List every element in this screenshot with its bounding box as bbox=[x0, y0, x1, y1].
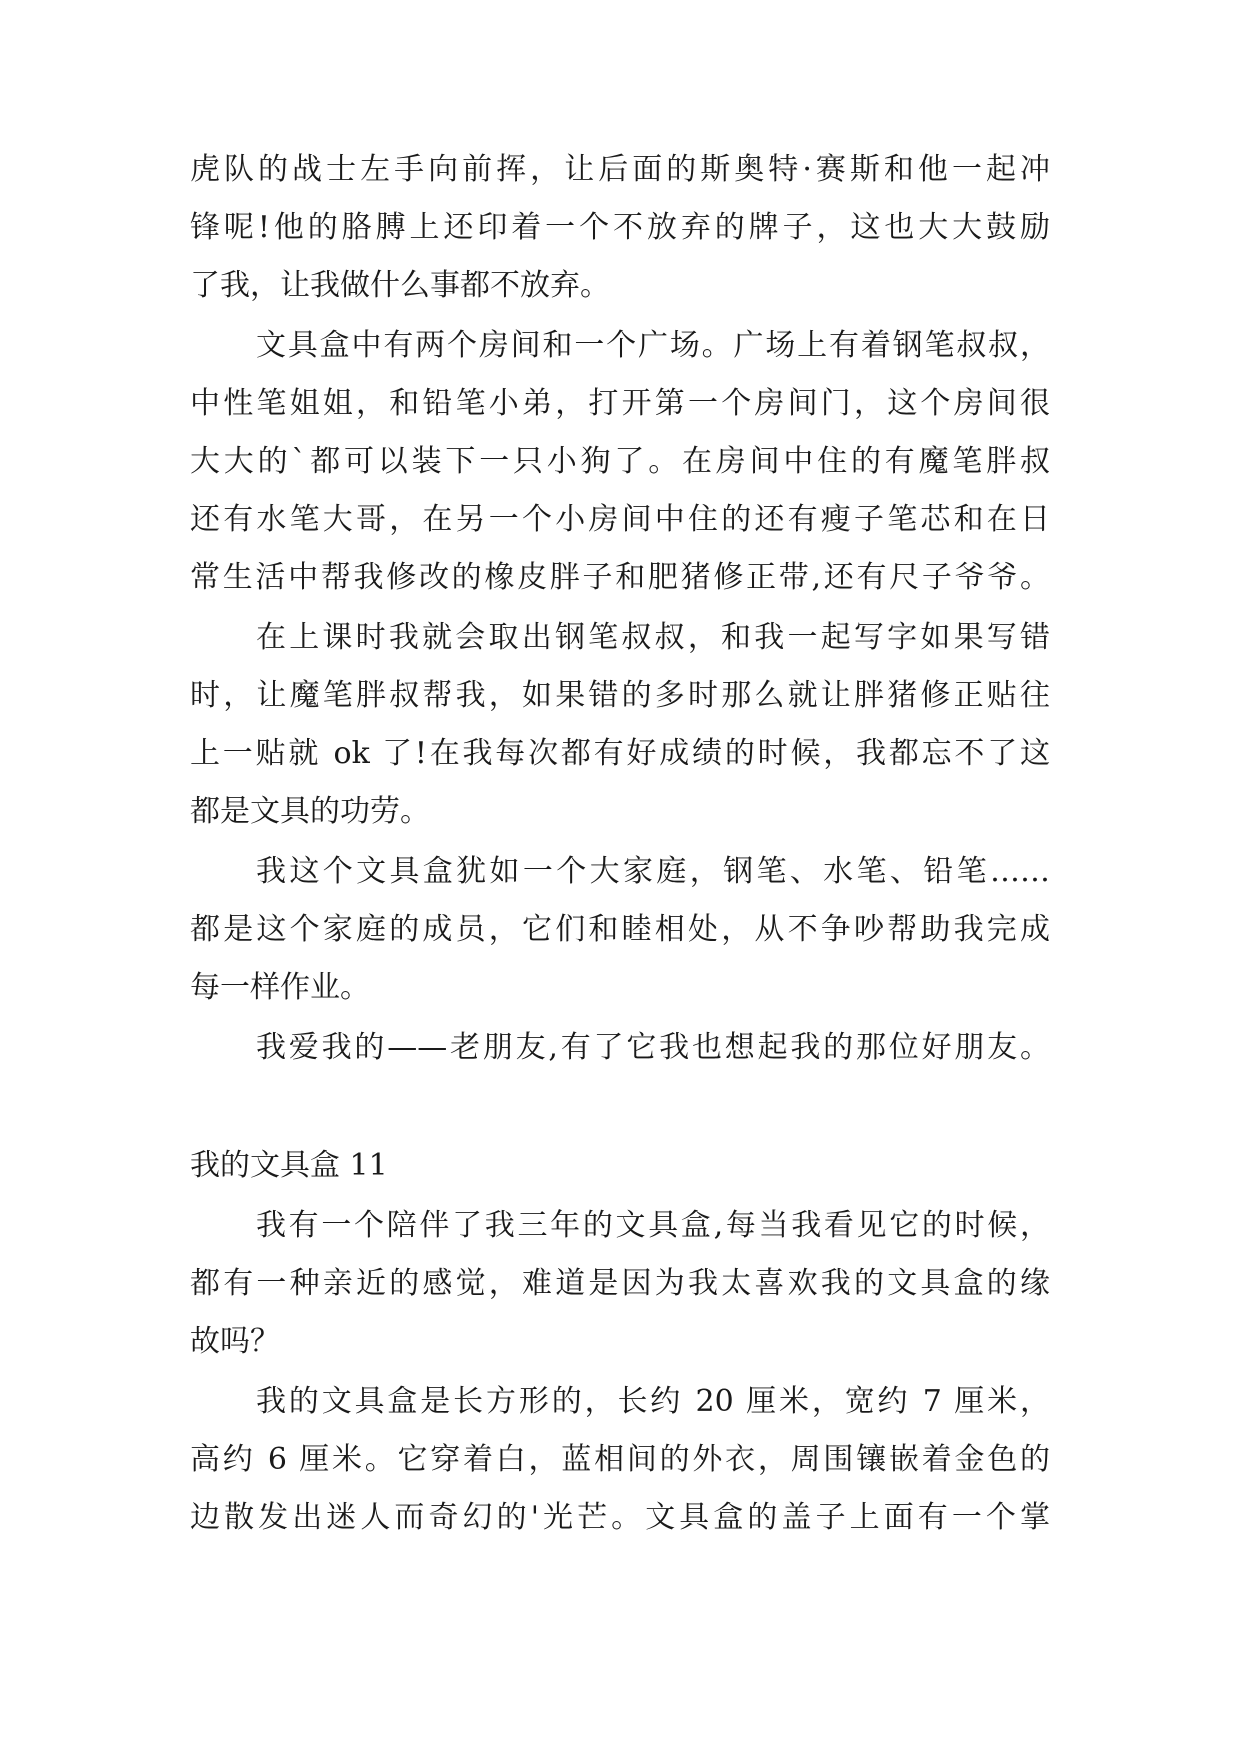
section-title: 我的文具盒 11 bbox=[190, 1148, 388, 1183]
paragraph-6-line-1: 我有一个陪伴了我三年的文具盒,每当我看见它的时候， bbox=[256, 1208, 1050, 1243]
paragraph-7-line-3: 边散发出迷人而奇幻的'光芒。文具盒的盖子上面有一个掌 bbox=[190, 1500, 1050, 1535]
paragraph-5-line-1: 我爱我的——老朋友,有了它我也想起我的那位好朋友。 bbox=[256, 1030, 1050, 1065]
paragraph-2-line-4: 还有水笔大哥，在另一个小房间中住的还有瘦子笔芯和在日 bbox=[190, 502, 1050, 537]
paragraph-3-line-2: 时，让魔笔胖叔帮我，如果错的多时那么就让胖猪修正贴往 bbox=[190, 678, 1050, 713]
paragraph-2-line-5: 常生活中帮我修改的橡皮胖子和肥猪修正带,还有尺子爷爷。 bbox=[190, 560, 1050, 595]
paragraph-1-line-3: 了我，让我做什么事都不放弃。 bbox=[190, 268, 610, 303]
paragraph-3-line-3: 上一贴就 ok 了!在我每次都有好成绩的时候，我都忘不了这 bbox=[190, 736, 1050, 771]
paragraph-4-line-3: 每一样作业。 bbox=[190, 970, 370, 1005]
paragraph-6-line-2: 都有一种亲近的感觉，难道是因为我太喜欢我的文具盒的缘 bbox=[190, 1266, 1050, 1301]
paragraph-2-line-2: 中性笔姐姐，和铅笔小弟，打开第一个房间门，这个房间很 bbox=[190, 386, 1050, 421]
paragraph-7-line-2: 高约 6 厘米。它穿着白，蓝相间的外衣，周围镶嵌着金色的 bbox=[190, 1442, 1050, 1477]
paragraph-2-line-3: 大大的`都可以装下一只小狗了。在房间中住的有魔笔胖叔 bbox=[190, 444, 1050, 479]
paragraph-7-line-1: 我的文具盒是长方形的，长约 20 厘米，宽约 7 厘米， bbox=[256, 1384, 1050, 1419]
paragraph-4-line-2: 都是这个家庭的成员，它们和睦相处，从不争吵帮助我完成 bbox=[190, 912, 1050, 947]
paragraph-1-line-1: 虎队的战士左手向前挥，让后面的斯奥特·赛斯和他一起冲 bbox=[190, 152, 1050, 187]
paragraph-3-line-4: 都是文具的功劳。 bbox=[190, 794, 430, 829]
paragraph-6-line-3: 故吗？ bbox=[190, 1324, 280, 1359]
paragraph-3-line-1: 在上课时我就会取出钢笔叔叔，和我一起写字如果写错 bbox=[256, 620, 1050, 655]
paragraph-1-line-2: 锋呢!他的胳膊上还印着一个不放弃的牌子，这也大大鼓励 bbox=[190, 210, 1050, 245]
paragraph-4-line-1: 我这个文具盒犹如一个大家庭，钢笔、水笔、铅笔…… bbox=[256, 854, 1050, 889]
paragraph-2-line-1: 文具盒中有两个房间和一个广场。广场上有着钢笔叔叔， bbox=[256, 328, 1050, 363]
